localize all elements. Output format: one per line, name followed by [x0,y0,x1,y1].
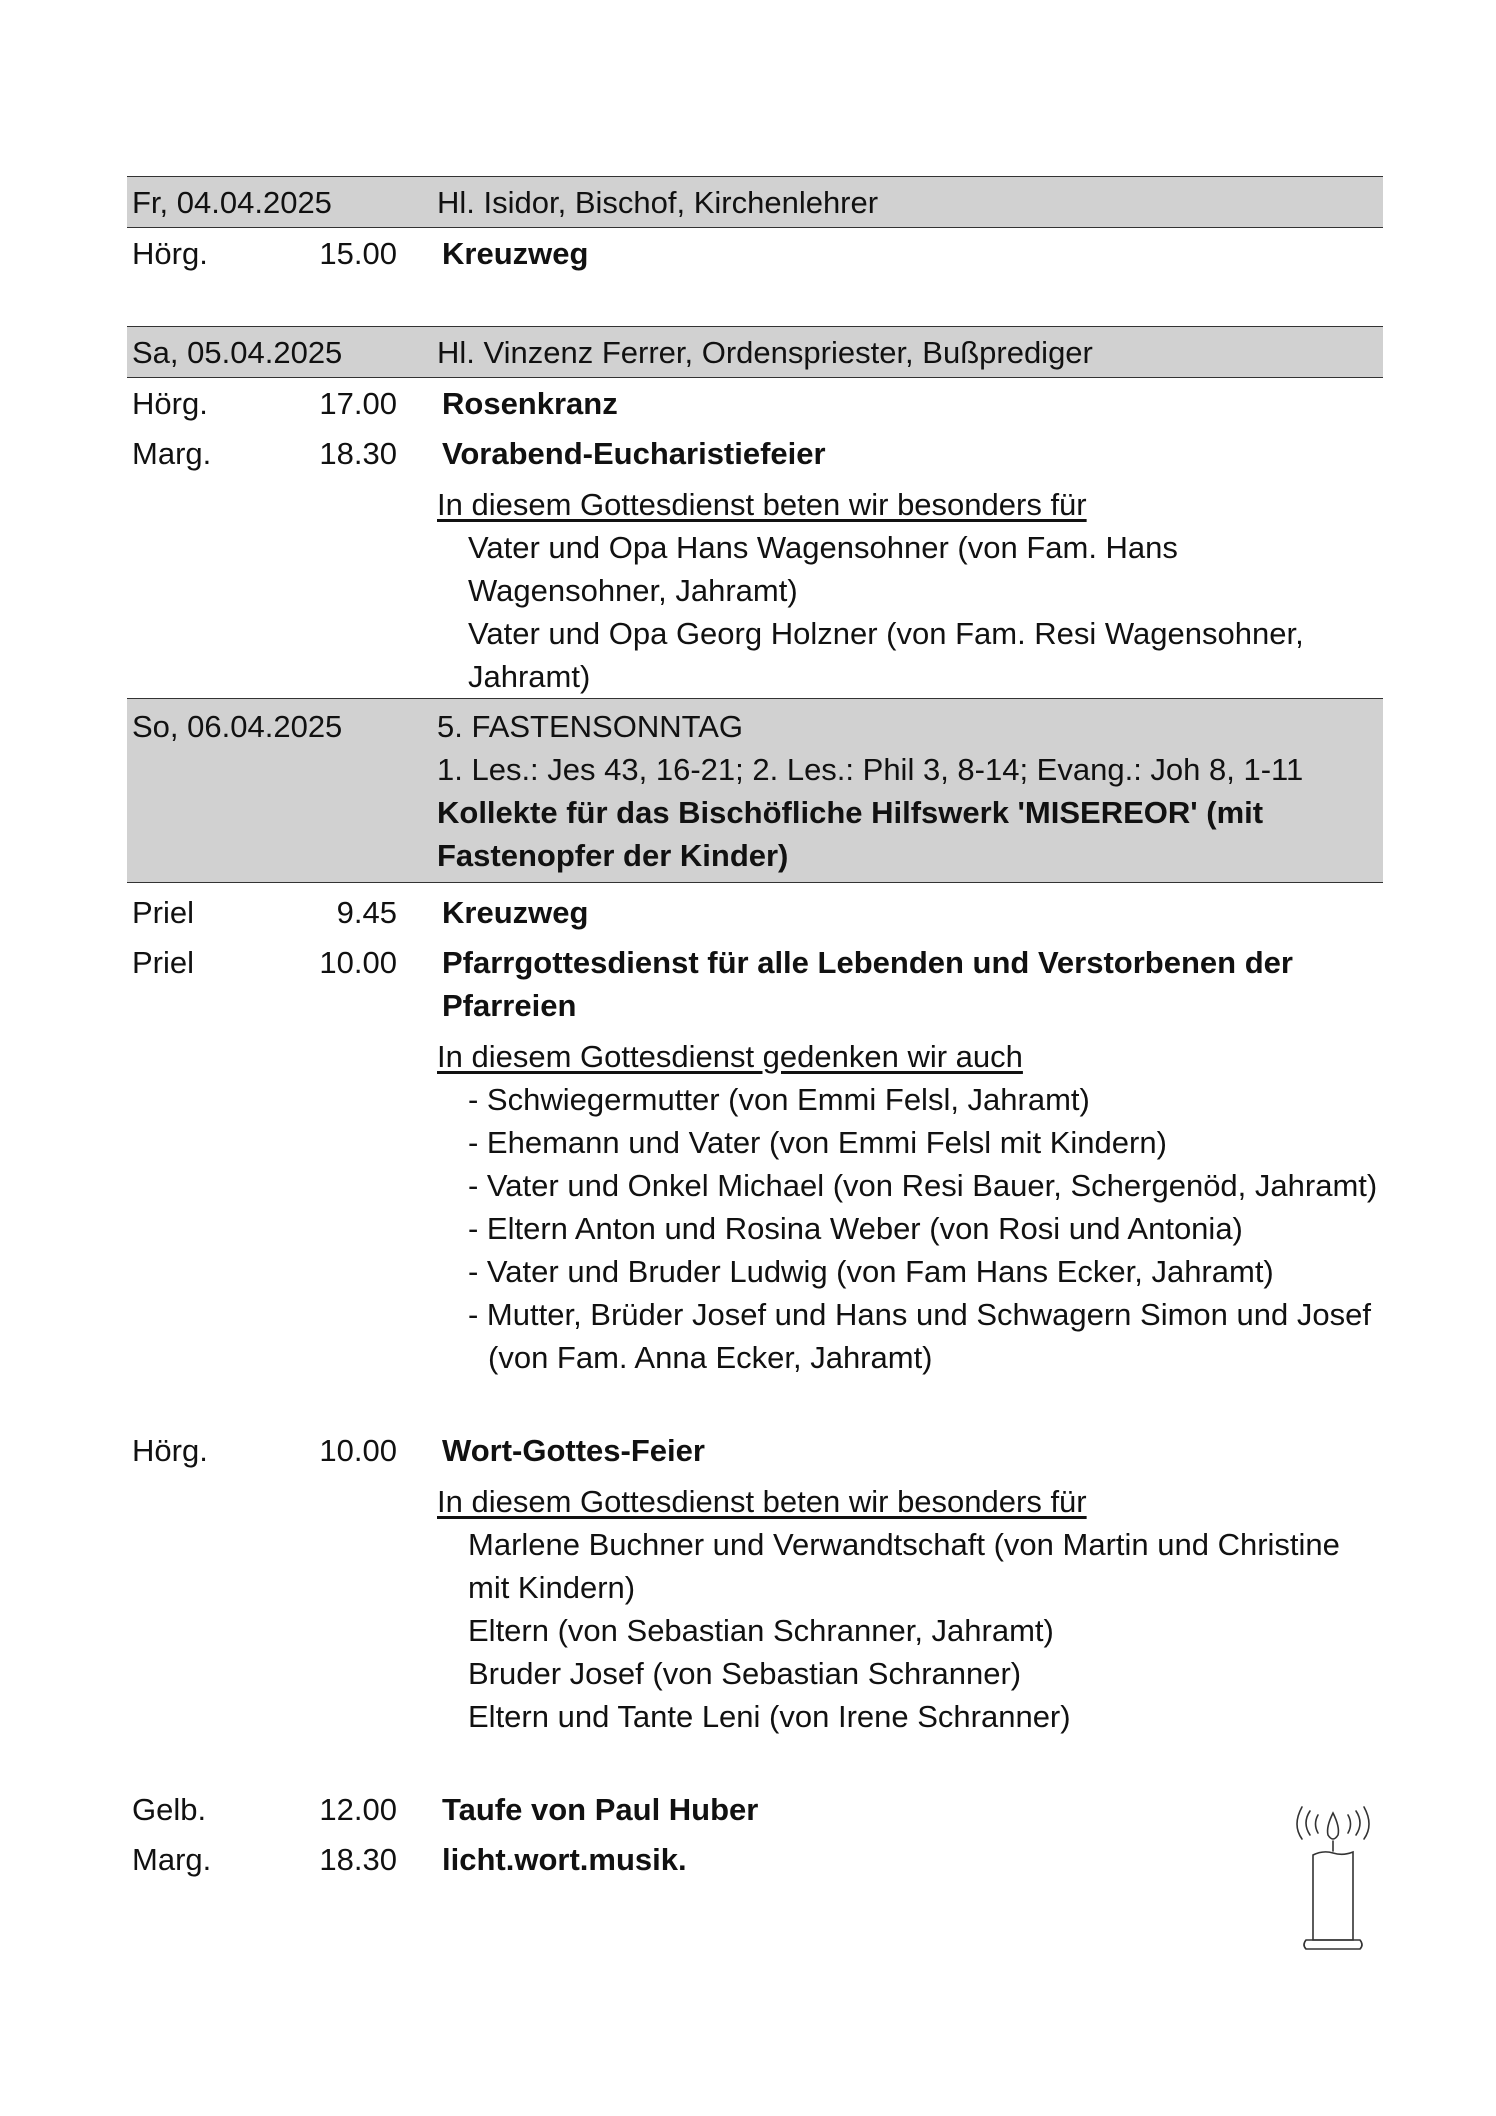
service-row [127,432,1383,475]
intention-item: Eltern und Tante Leni (von Irene Schranner) [468,1699,1071,1734]
service-row [127,232,1383,275]
intentions-block [437,483,1383,698]
service-row [127,941,1383,1027]
service-row [127,1788,1383,1831]
intention-item: Vater und Opa Hans Wagensohner (von Fam. Hans Wagensohner, Jahramt) [468,530,1178,608]
service-place: Gelb. [132,1792,207,1827]
intention-item: Bruder Josef (von Sebastian Schranner) [468,1656,1022,1691]
intention-item: - Schwiegermutter (von Emmi Felsl, Jahramt) [468,1082,1090,1117]
intention-item: - Vater und Onkel Michael (von Resi Bauer, Schergenöd, Jahramt) [468,1168,1378,1203]
day-saint: Hl. Isidor, Bischof, Kirchenlehrer [437,184,879,220]
schedule-page [127,176,1383,1881]
day-header-saturday [127,326,1383,378]
service-title: licht.wort.musik. [442,1842,687,1877]
service-row [127,891,1383,934]
intention-item: - Vater und Bruder Ludwig (von Fam Hans Ecker, Jahramt) [468,1254,1274,1289]
day-title: 5. FASTENSONNTAG [437,709,744,744]
intention-item: Marlene Buchner und Verwandtschaft (von Martin und Christine mit Kindern) [468,1527,1340,1605]
service-time: 12.00 [319,1792,397,1827]
service-title: Wort-Gottes-Feier [442,1433,705,1468]
service-place: Hörg. [132,386,208,421]
service-title: Vorabend-Eucharistiefeier [442,436,826,471]
service-place: Marg. [132,1842,212,1877]
day-collection: Kollekte für das Bischöfliche Hilfswerk 'MISEREOR' (mit Fastenopfer der Kinder) [437,795,1264,873]
service-time: 10.00 [319,945,397,980]
service-time: 18.30 [319,436,397,471]
intentions-intro: In diesem Gottesdienst beten wir besonders für [437,487,1087,522]
service-place: Hörg. [132,1433,208,1468]
service-place: Priel [132,945,195,980]
day-date: Fr, 04.04.2025 [132,184,332,220]
intention-item: Eltern (von Sebastian Schranner, Jahramt) [468,1613,1054,1648]
service-title: Taufe von Paul Huber [442,1792,759,1827]
service-place: Hörg. [132,236,208,271]
day-date: So, 06.04.2025 [132,709,343,744]
intentions-block [437,1035,1383,1379]
service-place: Marg. [132,436,212,471]
day-saint: Hl. Vinzenz Ferrer, Ordenspriester, Bußprediger [437,334,1093,370]
intentions-intro: In diesem Gottesdienst beten wir besonders für [437,1484,1087,1519]
service-title: Kreuzweg [442,236,589,271]
intention-item: - Ehemann und Vater (von Emmi Felsl mit Kindern) [468,1125,1167,1160]
service-title: Rosenkranz [442,386,618,421]
service-time: 9.45 [336,895,397,930]
service-time: 17.00 [319,386,397,421]
day-header-sunday [127,698,1383,883]
intention-item: - Eltern Anton und Rosina Weber (von Rosi und Antonia) [468,1211,1243,1246]
intention-item: Vater und Opa Georg Holzner (von Fam. Resi Wagensohner, Jahramt) [468,616,1304,694]
intention-item: - Mutter, Brüder Josef und Hans und Schwagern Simon und Josef (von Fam. Anna Ecker, Jahramt) [468,1297,1371,1375]
service-row [127,382,1383,425]
service-time: 18.30 [319,1842,397,1877]
day-date: Sa, 05.04.2025 [132,334,343,370]
day-readings: 1. Les.: Jes 43, 16-21; 2. Les.: Phil 3, 8-14; Evang.: Joh 8, 1-11 [437,752,1304,787]
service-time: 10.00 [319,1433,397,1468]
service-title: Kreuzweg [442,895,589,930]
day-header-friday [127,176,1383,228]
service-time: 15.00 [319,236,397,271]
intentions-intro: In diesem Gottesdienst gedenken wir auch [437,1039,1023,1074]
candle-icon [1288,1805,1378,1955]
service-title: Pfarrgottesdienst für alle Lebenden und Verstorbenen der Pfarreien [442,945,1293,1023]
service-place: Priel [132,895,195,930]
service-row [127,1838,1383,1881]
intentions-block [437,1480,1383,1738]
service-row [127,1429,1383,1472]
